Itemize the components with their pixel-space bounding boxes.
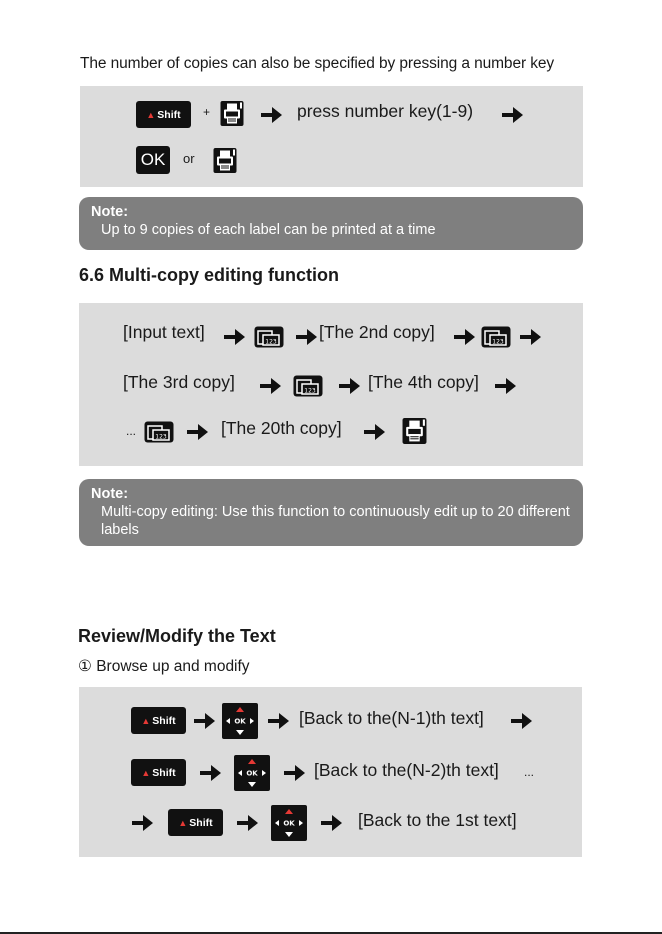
arrow-right-icon <box>452 327 476 347</box>
note-copies <box>79 197 583 250</box>
ellipsis: ... <box>126 424 137 438</box>
arrow-right-icon <box>282 763 306 783</box>
print-icon <box>213 147 237 174</box>
arrow-right-icon <box>500 105 524 125</box>
nav-pad-icon <box>234 755 270 791</box>
ellipsis: ... <box>524 765 535 779</box>
arrow-right-icon <box>258 376 282 396</box>
arrow-right-icon <box>185 422 209 442</box>
press-number-text: press number key(1-9) <box>297 101 474 121</box>
shift-up-arrow-icon: ▲ <box>141 767 151 778</box>
plus-sign: + <box>203 105 211 119</box>
note-body: Up to 9 copies of each label can be printed at a time <box>101 222 436 238</box>
note-multi-copy <box>79 479 583 546</box>
step-20th-copy: [The 20th copy] <box>221 418 342 438</box>
arrow-right-icon <box>198 763 222 783</box>
shift-up-arrow-icon: ▲ <box>146 109 156 120</box>
arrow-right-icon <box>266 711 290 731</box>
intro-text: The number of copies can also be specified by pressing a number key <box>80 55 555 72</box>
step-4th-copy: [The 4th copy] <box>368 372 479 392</box>
copy-icon <box>481 326 511 348</box>
print-icon <box>220 100 244 127</box>
shift-key: ▲ Shift <box>131 759 186 786</box>
note-title: Note: <box>91 204 129 220</box>
arrow-right-icon <box>235 813 259 833</box>
browse-subheading: ① Browse up and modify <box>78 658 250 675</box>
step-2nd-copy: [The 2nd copy] <box>319 322 435 342</box>
note-body: Multi-copy editing: Use this function to continuously edit up to 20 different labels <box>101 504 570 538</box>
nav-pad-icon <box>222 703 258 739</box>
note-title: Note: <box>91 486 129 502</box>
shift-key: ▲ Shift <box>168 809 223 836</box>
copy-icon <box>254 326 284 348</box>
step-back-n2: [Back to the(N-2)th text] <box>314 760 499 780</box>
step-back-n1: [Back to the(N-1)th text] <box>299 708 484 728</box>
arrow-right-icon <box>493 376 517 396</box>
arrow-right-icon <box>319 813 343 833</box>
copy-icon <box>293 375 323 397</box>
ok-key: OK <box>136 146 170 174</box>
print-icon <box>402 417 427 445</box>
shift-key: ▲ Shift <box>136 101 191 128</box>
arrow-right-icon <box>337 376 361 396</box>
arrow-right-icon <box>509 711 533 731</box>
arrow-right-icon <box>130 813 154 833</box>
nav-pad-icon <box>271 805 307 841</box>
step-back-1st: [Back to the 1st text] <box>358 810 517 830</box>
shift-key: ▲ Shift <box>131 707 186 734</box>
arrow-right-icon <box>259 105 283 125</box>
section-heading: 6.6 Multi-copy editing function <box>79 265 339 285</box>
arrow-right-icon <box>192 711 216 731</box>
step-input-text: [Input text] <box>123 322 205 342</box>
arrow-right-icon <box>362 422 386 442</box>
or-label: or <box>183 151 195 166</box>
arrow-right-icon <box>294 327 318 347</box>
step-3rd-copy: [The 3rd copy] <box>123 372 235 392</box>
copy-icon <box>144 421 174 443</box>
shift-up-arrow-icon: ▲ <box>141 715 151 726</box>
shift-up-arrow-icon: ▲ <box>178 817 188 828</box>
arrow-right-icon <box>518 327 542 347</box>
arrow-right-icon <box>222 327 246 347</box>
review-heading: Review/Modify the Text <box>78 626 276 646</box>
